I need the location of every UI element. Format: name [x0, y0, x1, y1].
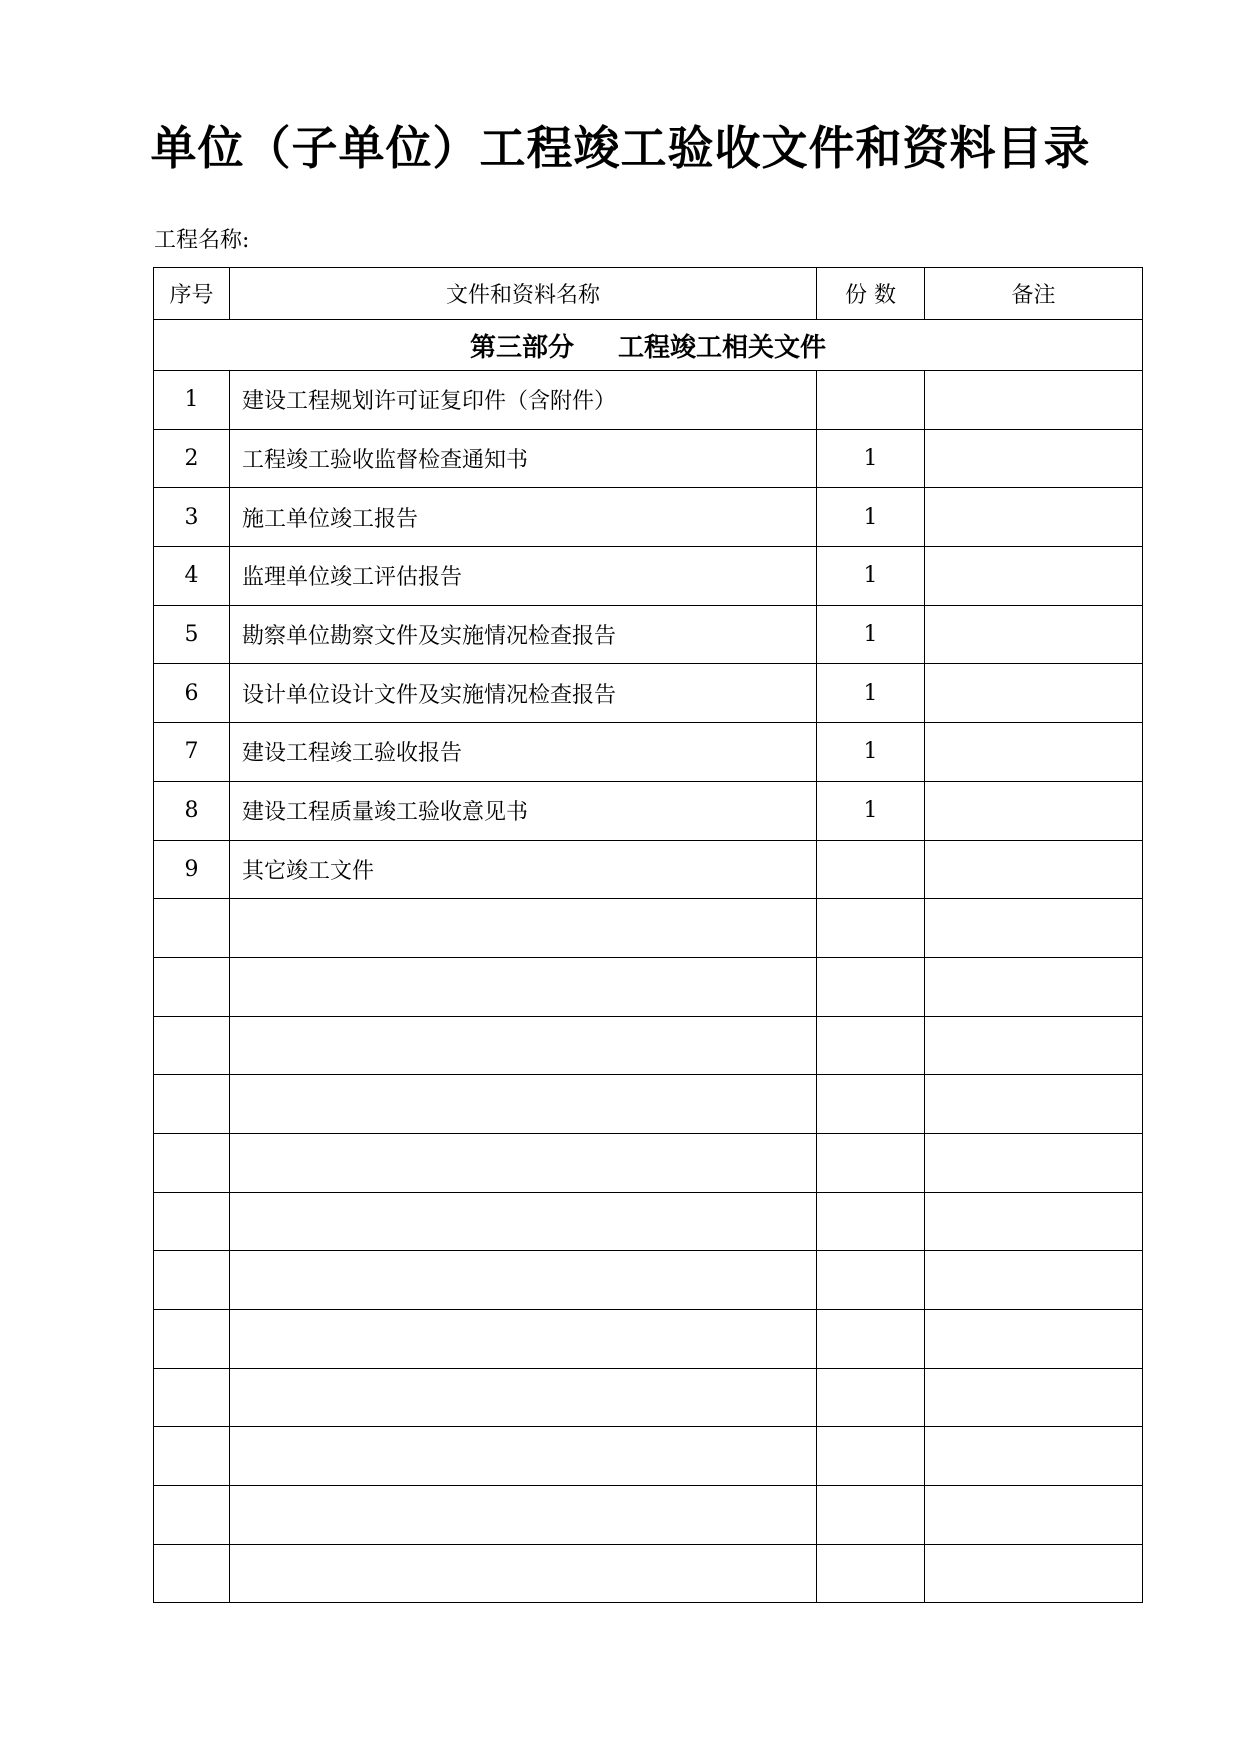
- table-row: [154, 664, 1143, 723]
- row-remark-cell: [925, 1544, 1143, 1603]
- table-header-row: [154, 268, 1143, 320]
- row-no-cell: 3: [154, 488, 230, 547]
- row-remark-cell: [925, 1075, 1143, 1134]
- row-no-cell: [154, 1544, 230, 1603]
- row-no-cell: [154, 1075, 230, 1134]
- row-remark-cell: [925, 723, 1143, 782]
- row-count-cell: [817, 1016, 925, 1075]
- row-count-cell: [817, 1368, 925, 1427]
- row-remark-cell: [925, 429, 1143, 488]
- row-count-cell: 1: [817, 429, 925, 488]
- row-no-cell: [154, 1251, 230, 1310]
- row-name-cell: 建设工程竣工验收报告: [230, 723, 817, 782]
- row-remark-cell: [925, 371, 1143, 430]
- row-name-cell: 其它竣工文件: [230, 840, 817, 899]
- row-name-cell: 建设工程规划许可证复印件（含附件）: [230, 371, 817, 430]
- row-name-cell: [230, 957, 817, 1016]
- row-name-cell: [230, 1368, 817, 1427]
- row-remark-cell: [925, 664, 1143, 723]
- row-count-cell: [817, 1075, 925, 1134]
- row-name-cell: [230, 1544, 817, 1603]
- row-name-cell: [230, 1016, 817, 1075]
- row-name-cell: 施工单位竣工报告: [230, 488, 817, 547]
- row-name-cell: 勘察单位勘察文件及实施情况检查报告: [230, 605, 817, 664]
- row-count-cell: 1: [817, 488, 925, 547]
- table-row: [154, 1251, 1143, 1310]
- table-row: [154, 781, 1143, 840]
- table-row: [154, 1544, 1143, 1603]
- row-no-cell: 1: [154, 371, 230, 430]
- row-count-cell: 1: [817, 723, 925, 782]
- table-row: [154, 1486, 1143, 1545]
- row-name-cell: [230, 1075, 817, 1134]
- row-name-cell: [230, 1427, 817, 1486]
- catalog-table: [153, 267, 1143, 1603]
- row-remark-cell: [925, 1368, 1143, 1427]
- row-count-cell: [817, 957, 925, 1016]
- row-name-cell: 监理单位竣工评估报告: [230, 547, 817, 606]
- row-no-cell: 5: [154, 605, 230, 664]
- header-no: 序号: [154, 268, 230, 320]
- table-row: [154, 371, 1143, 430]
- row-remark-cell: [925, 840, 1143, 899]
- row-remark-cell: [925, 781, 1143, 840]
- table-row: [154, 605, 1143, 664]
- section-part: 第三部分: [469, 332, 574, 363]
- section-heading: [154, 320, 1143, 371]
- row-no-cell: [154, 1016, 230, 1075]
- row-name-cell: 建设工程质量竣工验收意见书: [230, 781, 817, 840]
- row-no-cell: [154, 957, 230, 1016]
- table-row: [154, 547, 1143, 606]
- row-name-cell: [230, 1133, 817, 1192]
- table-row: [154, 1427, 1143, 1486]
- row-no-cell: 9: [154, 840, 230, 899]
- row-count-cell: [817, 1251, 925, 1310]
- row-remark-cell: [925, 547, 1143, 606]
- row-remark-cell: [925, 1427, 1143, 1486]
- section-name: 工程竣工相关文件: [618, 332, 827, 363]
- row-no-cell: [154, 899, 230, 958]
- row-no-cell: [154, 1310, 230, 1369]
- section-row: [154, 320, 1143, 371]
- table-row: [154, 899, 1143, 958]
- row-no-cell: 8: [154, 781, 230, 840]
- row-count-cell: [817, 899, 925, 958]
- row-no-cell: [154, 1192, 230, 1251]
- row-no-cell: [154, 1486, 230, 1545]
- row-no-cell: 7: [154, 723, 230, 782]
- table-row: [154, 1133, 1143, 1192]
- row-count-cell: [817, 371, 925, 430]
- project-name-label: 工程名称:: [154, 228, 250, 253]
- row-name-cell: [230, 1486, 817, 1545]
- table-row: [154, 1310, 1143, 1369]
- row-no-cell: 4: [154, 547, 230, 606]
- row-count-cell: 1: [817, 605, 925, 664]
- row-name-cell: [230, 1192, 817, 1251]
- row-name-cell: [230, 1310, 817, 1369]
- row-remark-cell: [925, 899, 1143, 958]
- table-row: [154, 840, 1143, 899]
- table-row: [154, 723, 1143, 782]
- row-remark-cell: [925, 1310, 1143, 1369]
- row-no-cell: [154, 1368, 230, 1427]
- row-remark-cell: [925, 488, 1143, 547]
- row-count-cell: [817, 1133, 925, 1192]
- row-count-cell: [817, 1544, 925, 1603]
- row-no-cell: 2: [154, 429, 230, 488]
- row-name-cell: [230, 899, 817, 958]
- row-count-cell: 1: [817, 664, 925, 723]
- row-count-cell: 1: [817, 547, 925, 606]
- table-row: [154, 1192, 1143, 1251]
- row-no-cell: [154, 1427, 230, 1486]
- row-no-cell: [154, 1133, 230, 1192]
- row-count-cell: 1: [817, 781, 925, 840]
- header-count: 份 数: [817, 268, 925, 320]
- document-title: 单位（子单位）工程竣工验收文件和资料目录: [150, 121, 1091, 175]
- row-remark-cell: [925, 957, 1143, 1016]
- table-row: [154, 1368, 1143, 1427]
- header-name: 文件和资料名称: [230, 268, 817, 320]
- header-remark: 备注: [925, 268, 1143, 320]
- row-name-cell: 设计单位设计文件及实施情况检查报告: [230, 664, 817, 723]
- row-count-cell: [817, 1427, 925, 1486]
- table-row: [154, 957, 1143, 1016]
- table-row: [154, 429, 1143, 488]
- row-no-cell: 6: [154, 664, 230, 723]
- table-row: [154, 1016, 1143, 1075]
- row-count-cell: [817, 840, 925, 899]
- row-remark-cell: [925, 605, 1143, 664]
- row-remark-cell: [925, 1016, 1143, 1075]
- row-name-cell: 工程竣工验收监督检查通知书: [230, 429, 817, 488]
- row-remark-cell: [925, 1251, 1143, 1310]
- row-count-cell: [817, 1486, 925, 1545]
- row-remark-cell: [925, 1192, 1143, 1251]
- row-count-cell: [817, 1310, 925, 1369]
- row-name-cell: [230, 1251, 817, 1310]
- row-remark-cell: [925, 1486, 1143, 1545]
- row-count-cell: [817, 1192, 925, 1251]
- table-row: [154, 488, 1143, 547]
- row-remark-cell: [925, 1133, 1143, 1192]
- table-row: [154, 1075, 1143, 1134]
